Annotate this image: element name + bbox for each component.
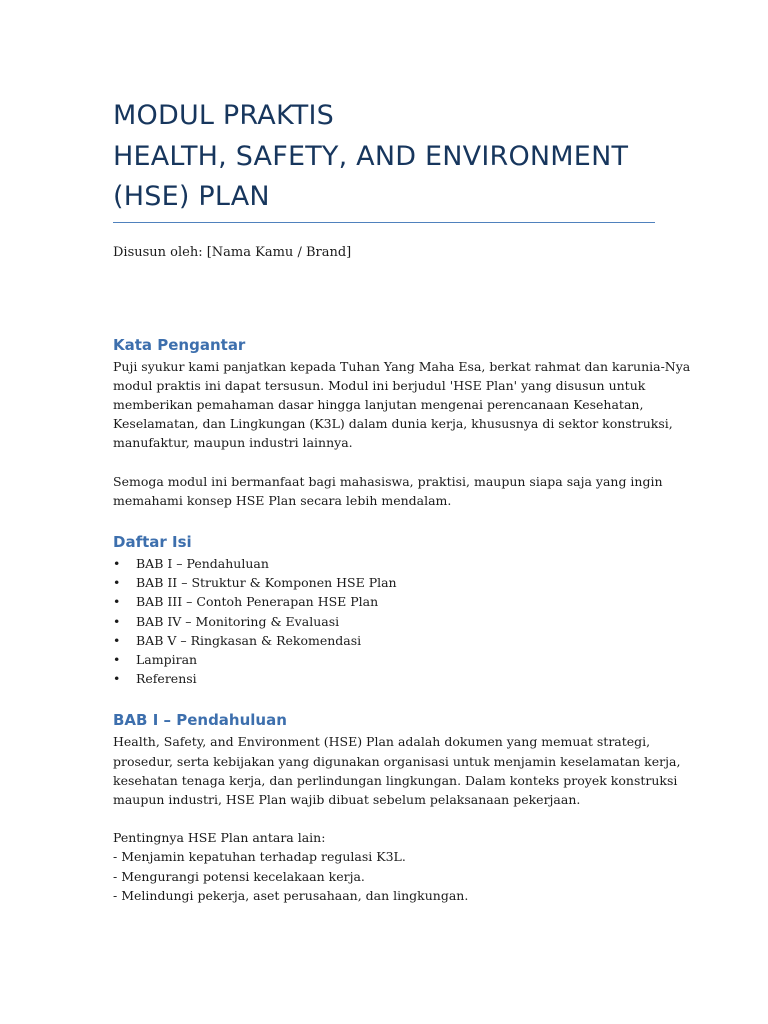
author-line: Disusun oleh: [Nama Kamu / Brand] — [113, 244, 352, 260]
document-title — [113, 96, 655, 218]
heading-bab-1: BAB I – Pendahuluan — [113, 711, 287, 730]
bullet-icon: • — [113, 651, 121, 667]
table-of-contents — [113, 554, 655, 688]
text-line: kesehatan tenaga kerja, dan perlindungan lingkungan. Dalam konteks proyek konstruksi — [113, 772, 678, 788]
heading-kata-pengantar: Kata Pengantar — [113, 335, 246, 354]
title-line: HEALTH, SAFETY, AND ENVIRONMENT — [113, 140, 629, 172]
text-line: modul praktis ini dapat tersusun. Modul ini berjudul 'HSE Plan' yang disusun untuk — [113, 377, 646, 393]
text-line: maupun industri, HSE Plan wajib dibuat sebelum pelaksanaan pekerjaan. — [113, 791, 581, 807]
text-line: memberikan pemahaman dasar hingga lanjutan mengenai perencanaan Kesehatan, — [113, 396, 644, 412]
title-line: (HSE) PLAN — [113, 181, 270, 212]
bullet-icon: • — [113, 632, 121, 648]
title-divider — [113, 222, 655, 223]
text-line: memahami konsep HSE Plan secara lebih mendalam. — [113, 492, 452, 508]
toc-item-label: Lampiran — [136, 651, 198, 667]
toc-item-label: BAB V – Ringkasan & Rekomendasi — [136, 632, 362, 648]
toc-item — [113, 554, 655, 573]
text-line: Pentingnya HSE Plan antara lain: — [113, 830, 326, 846]
toc-item — [113, 612, 655, 631]
text-line: - Menjamin kepatuhan terhadap regulasi K3L. — [113, 849, 406, 865]
toc-item — [113, 573, 655, 592]
text-line: Puji syukur kami panjatkan kepada Tuhan Yang Maha Esa, berkat rahmat dan karunia-Nya — [113, 358, 691, 374]
text-line: Keselamatan, dan Lingkungan (K3L) dalam dunia kerja, khususnya di sektor konstruksi, — [113, 416, 673, 432]
bab1-paragraph-1 — [113, 732, 681, 809]
bullet-icon: • — [113, 671, 121, 687]
text-line: - Mengurangi potensi kecelakaan kerja. — [113, 868, 365, 884]
text-line: Semoga modul ini bermanfaat bagi mahasiswa, praktisi, maupun siapa saja yang ingin — [113, 473, 663, 489]
document-content — [113, 96, 691, 905]
toc-item — [113, 631, 655, 650]
heading-daftar-isi: Daftar Isi — [113, 532, 192, 551]
toc-item-label: BAB II – Struktur & Komponen HSE Plan — [136, 575, 397, 591]
toc-item-label: BAB IV – Monitoring & Evaluasi — [136, 613, 340, 629]
toc-item — [113, 669, 655, 688]
toc-item-label: Referensi — [136, 671, 197, 687]
toc-item-label: BAB I – Pendahuluan — [136, 555, 269, 571]
toc-item — [113, 650, 655, 669]
text-line: manufaktur, maupun industri lainnya. — [113, 435, 353, 451]
toc-item — [113, 592, 655, 611]
title-line: MODUL PRAKTIS — [113, 100, 334, 131]
text-line: prosedur, serta kebijakan yang digunakan organisasi untuk menjamin keselamatan kerja, — [113, 753, 681, 769]
text-line: - Melindungi pekerja, aset perusahaan, dan lingkungan. — [113, 887, 469, 903]
kata-pengantar-paragraph-2 — [113, 472, 663, 510]
bullet-icon: • — [113, 613, 121, 629]
bullet-icon: • — [113, 594, 121, 610]
kata-pengantar-paragraph-1 — [113, 357, 691, 453]
bullet-icon: • — [113, 555, 121, 571]
text-line: Health, Safety, and Environment (HSE) Plan adalah dokumen yang memuat strategi, — [113, 734, 651, 750]
bullet-icon: • — [113, 575, 121, 591]
bab1-paragraph-2 — [113, 828, 655, 905]
toc-item-label: BAB III – Contoh Penerapan HSE Plan — [136, 594, 379, 610]
